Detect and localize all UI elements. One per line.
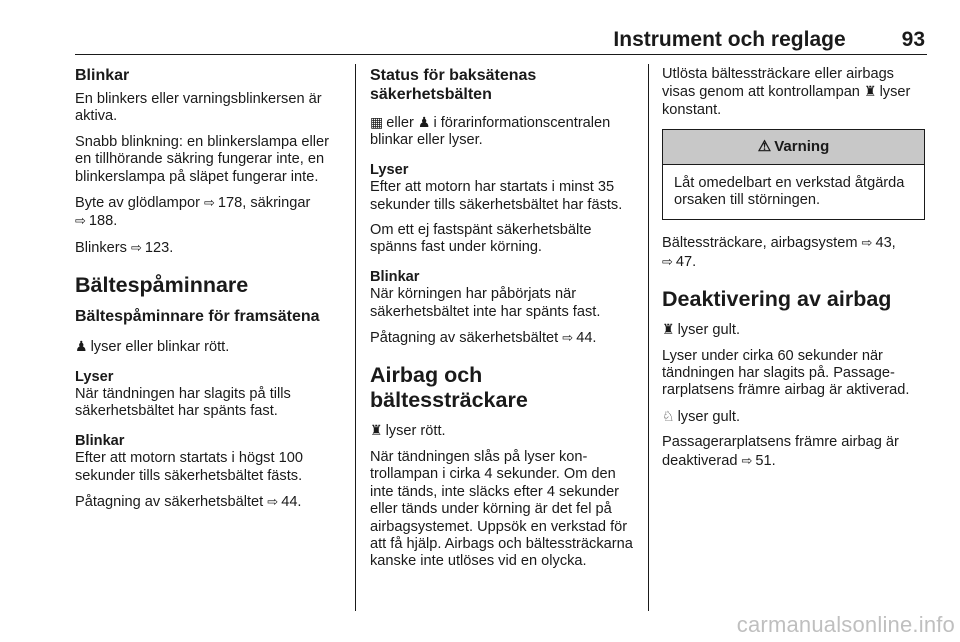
section-heading: Airbag och bältessträckare	[370, 363, 528, 413]
paragraph: ▦ eller ♟ i förarinformationscentralen blinkar eller lyser.	[370, 114, 611, 149]
paragraph: Påtagning av säkerhetsbältet ⇨ 44.	[370, 329, 640, 347]
paragraph: Bältessträckare, airbagsystem ⇨ 43, ⇨ 47.	[662, 234, 925, 271]
paragraph: Utlösta bältessträckare eller airbags visas genom att kontrollampan ♜ lyser konstant.	[662, 66, 911, 118]
page-ref[interactable]: ⇨ 44.	[562, 330, 596, 346]
warning-box	[662, 129, 925, 220]
paragraph: ♟ lyser eller blinkar rött.	[75, 338, 230, 356]
airbag-icon: ♜	[864, 83, 877, 100]
paragraph: Passagerarplatsens främre airbag är deaktiverad ⇨ 51.	[662, 434, 925, 470]
paragraph: Lyser under cirka 60 sekunder när tändningen har slagits på. Passagerarplatsens främre airbag är aktiverad.	[662, 347, 910, 399]
paragraph: En blinkers eller varningsblinkersen är aktiva.	[75, 91, 322, 125]
paragraph	[75, 239, 345, 257]
subsection-heading: Bältespåminnare för framsätena	[75, 308, 320, 326]
section-heading: Deaktivering av airbag	[662, 287, 892, 312]
warning-triangle-icon: ⚠	[757, 138, 772, 156]
paragraph: Påtagning av säkerhetsbältet ⇨ 44.	[75, 493, 345, 511]
status-heading: Status för baksätenas säkerhetsbälten	[370, 67, 537, 103]
watermark: carmanualsonline.info	[736, 612, 955, 637]
lyser-label: Lyser	[370, 161, 409, 178]
seatbelt-icon: ♟	[75, 338, 88, 355]
blinkar-label: Blinkar	[75, 432, 125, 449]
seatbelt-icon: ♟	[417, 114, 431, 130]
column-2	[370, 66, 640, 579]
paragraph: ♜ lyser rött.	[370, 422, 446, 440]
page-ref[interactable]: ⇨ 47.	[662, 254, 696, 270]
text: Blinkers	[75, 239, 127, 256]
blinkar-label: Blinkar	[370, 268, 420, 285]
page-header	[75, 28, 925, 52]
section-heading: Bältespåminnare	[75, 273, 249, 298]
page-ref[interactable]: ⇨ 51.	[742, 453, 776, 469]
page-number: 93	[901, 28, 925, 51]
blinkar-heading: Blinkar	[75, 67, 130, 84]
lyser-label: Lyser	[75, 368, 114, 385]
paragraph	[75, 194, 345, 231]
column-divider-1	[355, 64, 356, 611]
warning-body: Låt omedelbart en verkstad åtgärda orsaken till störningen.	[674, 174, 905, 209]
paragraph: Om ett ej fastspänt säkerhetsbälte spänns fast under körning.	[370, 222, 592, 256]
paragraph: När tändningen slås på lyser kontrollampan i cirka 4 sekunder. Om den inte tänds, inte släcks efter 4 sekunder eller tänds under körning är det fel på airbagsystemet. Uppsök en verkstad för att få hjälp. Airbags och bältessträckarna kanske inte utlöses vid en olycka.	[370, 448, 633, 570]
page-ref[interactable]: ⇨ 123.	[131, 240, 173, 256]
header-title: Instrument och reglage	[613, 28, 846, 51]
paragraph: När körningen har påbörjats när säkerhetsbältet inte har spänts fast.	[370, 286, 601, 320]
paragraph: ♘ lyser gult.	[662, 407, 741, 425]
page-ref[interactable]: ⇨ 43,	[862, 235, 896, 251]
warning-header: ⚠ Varning	[663, 130, 924, 164]
rear-seatbelt-icon: ▦	[370, 114, 384, 130]
paragraph: Snabb blinkning: en blinkerslampa eller en tillhörande säkring fungerar inte, en blinkerslampa på släpet fungerar inte.	[75, 133, 329, 185]
paragraph: Efter att motorn startats i högst 100 sekunder tills säkerhetsbältet fästs.	[75, 450, 303, 484]
page-ref[interactable]: ⇨ 178, säkringar	[204, 195, 310, 211]
airbag-on-icon: ♜	[662, 321, 675, 338]
page-ref[interactable]: ⇨ 44.	[267, 494, 301, 510]
header-rule	[75, 54, 927, 55]
paragraph: När tändningen har slagits på tills säkerhetsbältet har spänts fast.	[75, 386, 291, 420]
airbag-icon: ♜	[370, 422, 383, 439]
paragraph: ♜ lyser gult.	[662, 321, 741, 339]
column-1	[75, 66, 345, 520]
airbag-off-icon: ♘	[662, 407, 675, 424]
paragraph: Efter att motorn har startats i minst 35 sekunder tills säkerhetsbältet har fästs.	[370, 179, 623, 213]
page-ref[interactable]: ⇨ 188.	[75, 213, 117, 229]
column-3	[662, 66, 925, 478]
column-divider-2	[648, 64, 649, 611]
text: Byte av glödlampor	[75, 195, 200, 212]
